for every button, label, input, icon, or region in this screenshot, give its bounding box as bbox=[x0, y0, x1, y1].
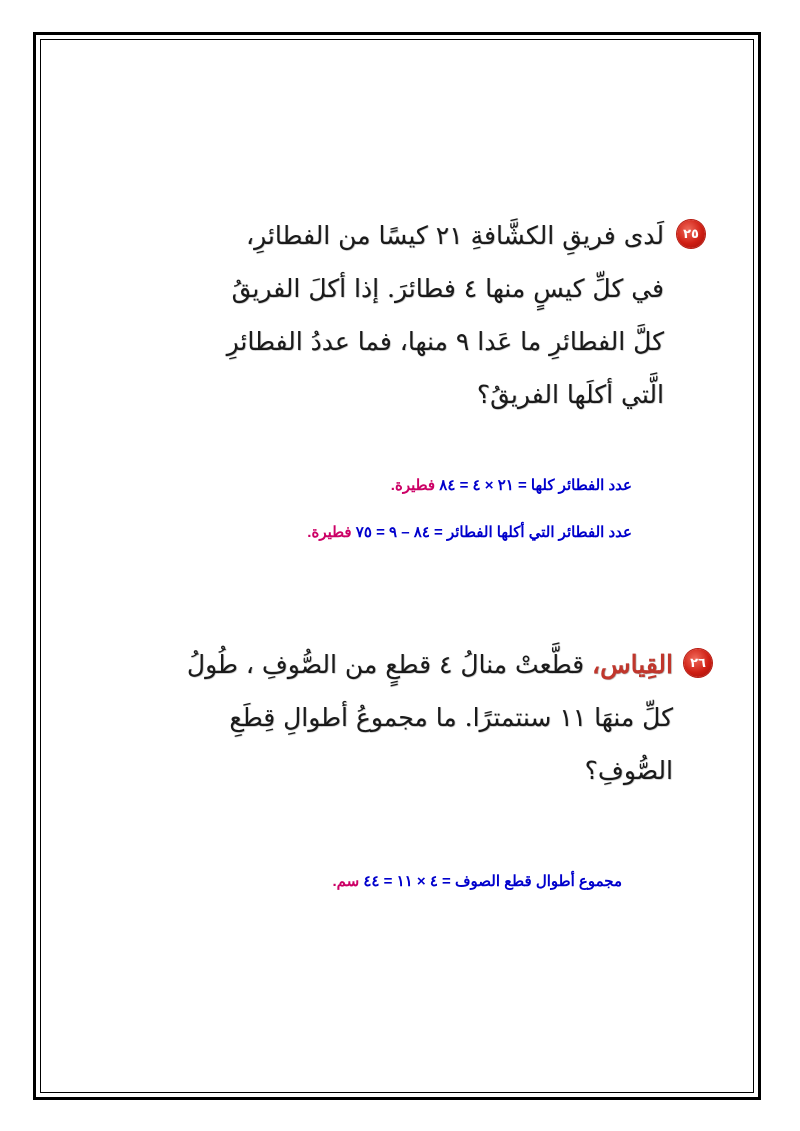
problem-25-line-4: الَّتي أكلَها الفريقُ؟ bbox=[476, 380, 664, 409]
answer-26-line bbox=[332, 872, 622, 890]
problem-26-text bbox=[187, 638, 673, 797]
answer-25-line-2 bbox=[307, 523, 632, 541]
answer-25-line-2-equation: عدد الفطائر التي أكلها الفطائر = ٨٤ – ٩ = ٧٥ bbox=[355, 524, 632, 541]
answer-25-line-1-unit: فطيرة. bbox=[390, 477, 440, 494]
problem-25-number-badge bbox=[677, 220, 705, 248]
answer-26-equation: مجموع أطوال قطع الصوف = ٤ × ١١ = ٤٤ bbox=[363, 873, 622, 890]
problem-26-number: ٢٦ bbox=[690, 655, 706, 671]
problem-25-number: ٢٥ bbox=[683, 226, 699, 242]
problem-25-line-3: كلَّ الفطائرِ ما عَدا ٩ منها، فما عددُ الفطائرِ bbox=[226, 327, 664, 356]
problem-25-text bbox=[227, 209, 664, 421]
problem-26-line-2: كلِّ منهَا ١١ سنتمترًا. ما مجموعُ أطوالِ قِطَعِ bbox=[229, 703, 673, 732]
answer-25-line-1 bbox=[391, 476, 632, 494]
problem-26-line-1-text: قطَّعتْ منالُ ٤ قطعٍ من الصُّوفِ ، طُولُ bbox=[186, 650, 593, 679]
answer-25-line-2-unit: فطيرة. bbox=[307, 524, 356, 541]
answer-25-line-1-equation: عدد الفطائر كلها = ٢١ × ٤ = ٨٤ bbox=[439, 477, 632, 494]
page-border-inner bbox=[40, 39, 754, 1093]
problem-25-line-1: لَدى فريقِ الكشَّافةِ ٢١ كيسًا من الفطائرِ، bbox=[246, 221, 664, 250]
answer-26-unit: سم. bbox=[332, 873, 364, 890]
problem-26-topic: القِياس، bbox=[592, 650, 673, 679]
problem-26-number-badge bbox=[684, 649, 712, 677]
problem-26-line-3: الصُّوفِ؟ bbox=[584, 756, 673, 785]
problem-25-line-2: في كلِّ كيسٍ منها ٤ فطائرَ. إذا أكلَ الفريقُ bbox=[231, 274, 664, 303]
problem-26-line-1 bbox=[187, 638, 673, 691]
